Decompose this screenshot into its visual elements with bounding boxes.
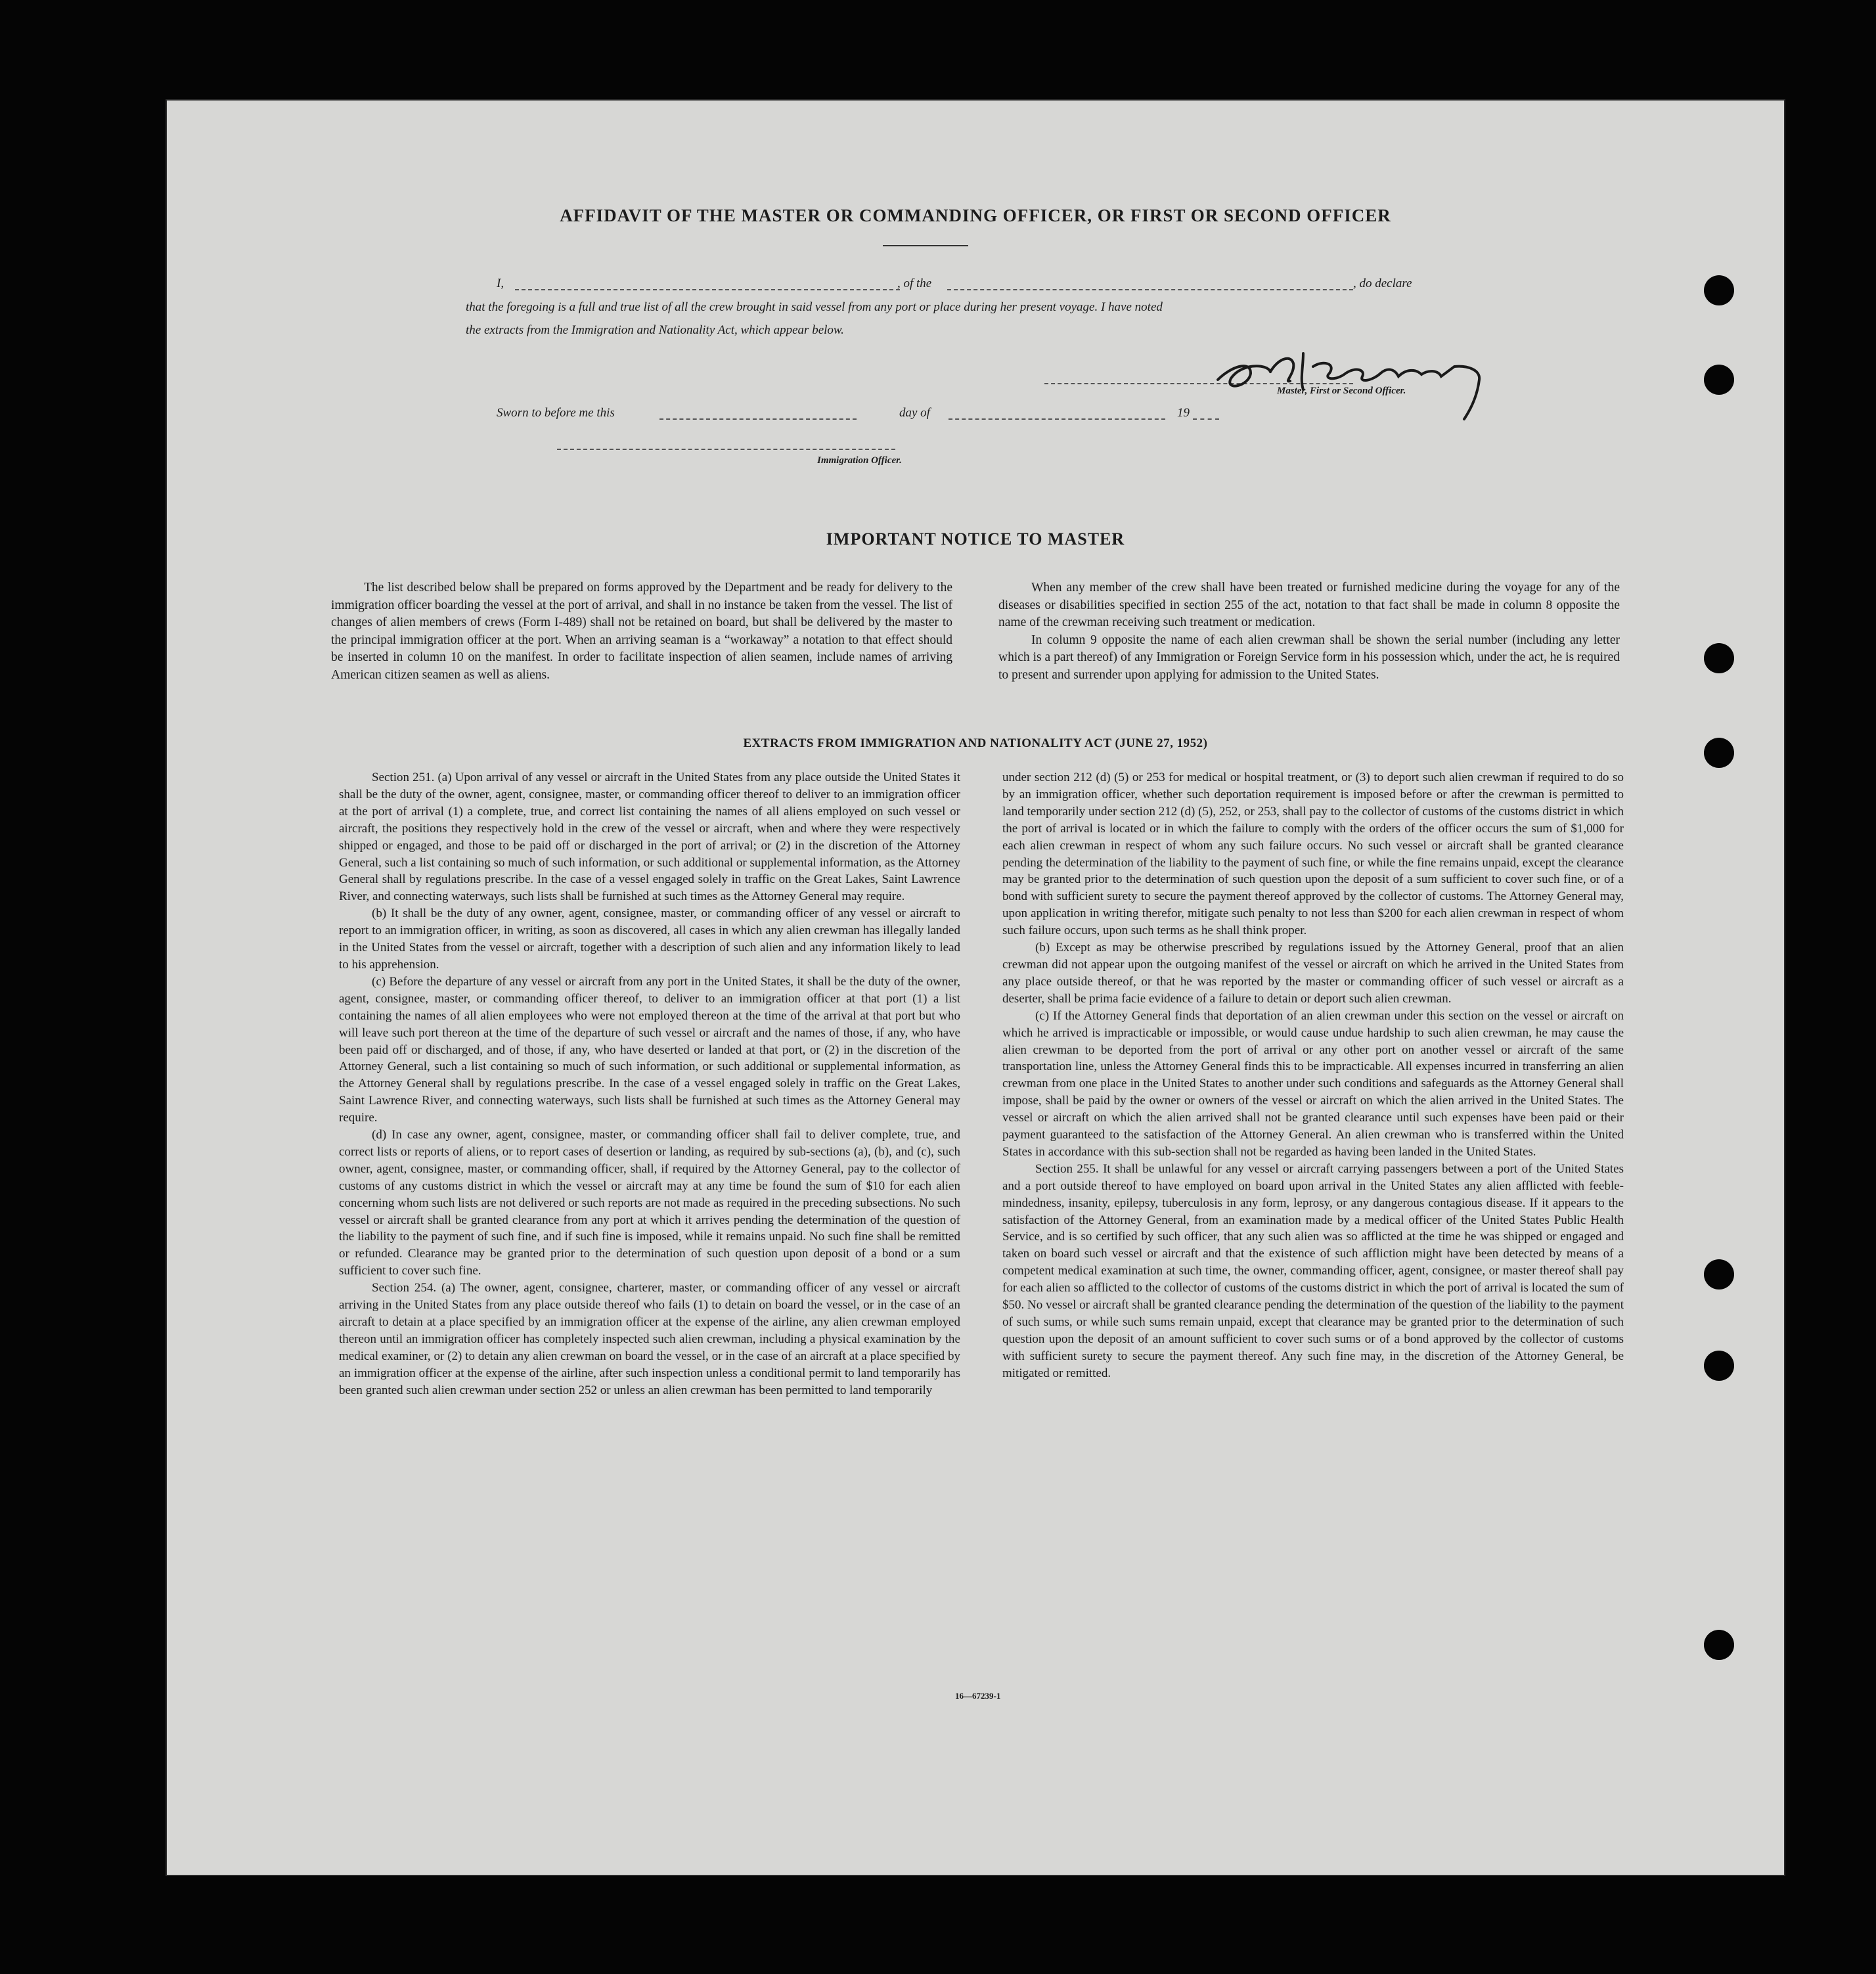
extract-paragraph: under section 212 (d) (5) or 253 for medical or hospital treatment, or (3) to deport such alien crewman if required to do so by an immigration officer, whether such deportation requirement is imposed before or after the crewman is permitted to land temporarily under section 212 (d) (5), 252, or 253, shall pay to the collector of customs of the customs district in which the port of arrival is located or in which the failure to comply with the orders of the officer occurs the sum of $1,000 for each alien crewman in respect of whom any such failure occurs. No such vessel or aircraft shall be granted clearance pending the determination of the liability to the payment of such fine, or while the fine remains unpaid, except the clearance may be granted prior to the determination of such question upon the deposit of a sum sufficient to cover such fine, or of a bond with sufficient surety to secure the payment thereof approved by the collector of customs. The Attorney General may, upon application in writing therefor, mitigate such penalty to not less than $200 for each alien crewman in respect of whom such failure occurs, upon such terms as he shall think proper. bbox=[1002, 771, 1624, 938]
notice-left-paragraph: The list described below shall be prepared on forms approved by the Department and be ready for delivery to the immigration officer boarding the vessel at the port of arrival, and shall in no instance be taken from the vessel. The list of changes of alien members of crews (Form I-489) shall not be retained on board, but shall be delivered by the master to the principal immigration officer at the port. When an arriving seaman is a “workaway” a notation to that effect should be inserted in column 10 on the manifest. In order to facilitate inspection of alien seamen, include names of arriving American citizen seamen as well as aliens. bbox=[331, 581, 952, 682]
notice-left-column bbox=[331, 579, 952, 684]
extract-paragraph: (c) Before the departure of any vessel or aircraft from any port in the United States, it shall be the duty of the owner, agent, consignee, master, or commanding officer thereof, to deliver to an immigration officer at that port (1) a list containing the names of all alien employees who were not employed thereon at the time of the arrival at that port but who will leave such port thereon at the time of the departure of such vessel or aircraft and the names of those, if any, who have been paid off or discharged, and of those, if any, who have deserted or landed at that port, or (2) in the discretion of the Attorney General, such a list containing so much of such information, or such additional or supplemental information, as the Attorney General shall by regulations prescribe. In the case of a vessel engaged solely in traffic on the Great Lakes, Saint Lawrence River, and connecting waterways, such lists shall be furnished at such times as the Attorney General may require. bbox=[339, 974, 960, 1125]
year-blank bbox=[1193, 418, 1219, 420]
title-underline bbox=[883, 245, 968, 246]
extract-paragraph: Section 251. (a) Upon arrival of any vessel or aircraft in the United States from any place outside the United States it shall be the duty of the owner, agent, consignee, master, or commanding officer thereof to deliver to an immigration officer at the port of arrival (1) a complete, true, and correct list containing the names of all aliens employed on such vessel or aircraft, the positions they respectively hold in the crew of the vessel or aircraft, when and where they were respectively shipped or engaged, and those to be paid off or discharged in the port of arrival; or (2) in the discretion of the Attorney General, such a list containing so much of such information, or such additional or supplemental information, as the Attorney General shall by regulations prescribe. In the case of a vessel engaged solely in traffic on the Great Lakes, Saint Lawrence River, and connecting waterways, such lists shall be furnished at such times as the Attorney General may require. bbox=[339, 771, 960, 904]
extracts-right-column bbox=[1002, 769, 1624, 1382]
binder-hole bbox=[1704, 1259, 1734, 1290]
binder-hole bbox=[1704, 1351, 1734, 1381]
year-prefix: 19 bbox=[1177, 406, 1190, 420]
extract-paragraph: (c) If the Attorney General finds that deportation of an alien crewman under this section on the vessel or aircraft on which he arrived is impracticable or impossible, or would cause undue hardship to such alien crewman, he may cause the alien crewman to be deported from the port of arrival or any other port on another vessel or aircraft of the same transportation line, unless the Attorney General finds this to be impracticable. All expenses incurred in transferring an alien crewman from one place in the United States to another under such conditions and safeguards as the Attorney General shall impose, shall be paid by the owner or owners of the vessel or aircraft on which the alien arrived in the United States. The vessel or aircraft on which the alien arrived shall not be granted clearance until such expenses have been paid or their payment guaranteed to the satisfaction of the Attorney General. An alien crewman who is transferred within the United States in accordance with this sub-section shall not be regarded as having been landed in the United States. bbox=[1002, 1008, 1624, 1159]
notice-right-paragraph-1: When any member of the crew shall have been treated or furnished medicine during the voyage for any of the diseases or disabilities specified in section 255 of the act, notation to that fact shall be made in column 8 opposite the name of the crewman receiving such treatment or medication. bbox=[998, 581, 1620, 629]
affidavit-i: I, bbox=[497, 277, 504, 290]
month-blank bbox=[949, 418, 1165, 420]
day-blank bbox=[659, 418, 857, 420]
notice-right-column bbox=[998, 579, 1620, 684]
vessel-blank bbox=[947, 289, 1353, 290]
document-page bbox=[167, 101, 1784, 1875]
binder-hole bbox=[1704, 643, 1734, 673]
extract-paragraph: (d) In case any owner, agent, consignee, master, or commanding officer shall fail to deliver complete, true, and correct lists or reports of aliens, or to report cases of desertion or landing, as required by sub-sections (a), (b), and (c), such owner, agent, consignee, master, or commanding officer, shall, if required by the Attorney General, pay to the collector of customs of any customs district in which the vessel or aircraft may at any time be found the sum of $10 for each alien concerning whom such lists are not delivered or such reports are not made as required in the preceding subsections. No such vessel or aircraft shall be granted clearance from any port at which it arrives pending the determination of the question of the liability to the payment of such fine, and if such fine is imposed, while it remains unpaid. No such fine shall be remitted or refunded. Clearance may be granted prior to the determination of such question upon deposit of a bond or a sum sufficient to cover such fine. bbox=[339, 1128, 960, 1278]
binder-hole bbox=[1704, 1630, 1734, 1660]
signature-caption: Master, First or Second Officer. bbox=[1277, 386, 1406, 396]
extracts-left-column bbox=[339, 769, 960, 1399]
signature-image bbox=[1205, 334, 1494, 426]
affidavit-title: AFFIDAVIT OF THE MASTER OR COMMANDING OFFICER, OR FIRST OR SECOND OFFICER bbox=[560, 206, 1391, 225]
affidavit-line-2: that the foregoing is a full and true list of all the crew brought in said vessel from any port or place during her present voyage. I have noted bbox=[466, 300, 1163, 314]
notice-title: IMPORTANT NOTICE TO MASTER bbox=[826, 529, 1125, 549]
extract-paragraph: Section 254. (a) The owner, agent, consignee, charterer, master, or commanding officer of any vessel or aircraft arriving in the United States from any place outside thereof who fails (1) to detain on board the vessel, or in the case of an aircraft to detain at a place specified by an immigration officer at the expense of the airline, any alien crewman employed thereon until an immigration officer has completely inspected such alien crewman, including a physical examination by the medical examiner, or (2) to detain any alien crewman on board the vessel, or in the case of an aircraft at a place specified by an immigration officer at the expense of the airline, after such inspection unless a conditional permit to land temporarily has been granted such alien crewman under section 252 or unless an alien crewman has been permitted to land temporarily bbox=[339, 1281, 960, 1397]
extract-paragraph: (b) It shall be the duty of any owner, agent, consignee, master, or commanding officer of any vessel or aircraft to report to an immigration officer, in writing, as soon as discovered, all cases in which any alien crewman has illegally landed in the United States from the vessel or aircraft, together with a description of such alien and any information likely to lead to his apprehension. bbox=[339, 907, 960, 972]
extracts-title: EXTRACTS FROM IMMIGRATION AND NATIONALITY ACT (JUNE 27, 1952) bbox=[743, 736, 1208, 750]
affidavit-of-the: , of the bbox=[897, 277, 932, 290]
day-of-label: day of bbox=[899, 406, 930, 420]
binder-hole bbox=[1704, 365, 1734, 395]
extract-paragraph: Section 255. It shall be unlawful for any vessel or aircraft carrying passengers between a port of the United States and a port outside thereof to have employed on board upon arrival in the United States any alien afflicted with feeble-mindedness, insanity, epilepsy, tuberculosis in any form, leprosy, or any dangerous contagious disease. If it appears to the satisfaction of the Attorney General, from an examination made by a medical officer of the United States Public Health Service, and is so certified by such officer, that any such alien was so afflicted at the time he was shipped or engaged and taken on board such vessel or aircraft and that the existence of such affliction might have been detected by means of a competent medical examination at such time, the owner, commanding officer, agent, consignee, or master thereof shall pay for each alien so afflicted to the collector of customs of the customs district in which the port of arrival is located the sum of $50. No vessel or aircraft shall be granted clearance pending the determination of the question of the liability to the payment of such sums, or while such sums remain unpaid, except that clearance may be granted prior to the determination of such question upon the deposit of an amount sufficient to cover such sums or of a bond approved by the collector of customs with sufficient surety to secure the payment thereof. Any such fine may, in the discretion of the Attorney General, be mitigated or remitted. bbox=[1002, 1161, 1624, 1380]
immigration-officer-caption: Immigration Officer. bbox=[817, 455, 902, 466]
sworn-label: Sworn to before me this bbox=[497, 406, 615, 420]
extract-paragraph: (b) Except as may be otherwise prescribed by regulations issued by the Attorney General, proof that an alien crewman did not appear upon the outgoing manifest of the vessel or aircraft on which he arrived in the United States from any place outside thereof, or that he was reported by the master or commanding officer of such vessel or aircraft as a deserter, shall be prima facie evidence of a failure to detain or deport such alien crewman. bbox=[1002, 941, 1624, 1006]
affidavit-line-3: the extracts from the Immigration and Nationality Act, which appear below. bbox=[466, 323, 844, 337]
affidavit-do-declare: , do declare bbox=[1353, 277, 1412, 290]
form-code: 16—67239-1 bbox=[955, 1691, 1001, 1701]
officer-line bbox=[557, 449, 895, 450]
notice-right-paragraph-2: In column 9 opposite the name of each alien crewman shall be shown the serial number (including any letter which is a part thereof) of any Immigration or Foreign Service form in his possession which, under the act, he is required to present and surrender upon applying for admission to the United States. bbox=[998, 633, 1620, 682]
binder-hole bbox=[1704, 275, 1734, 305]
name-blank bbox=[515, 289, 900, 290]
